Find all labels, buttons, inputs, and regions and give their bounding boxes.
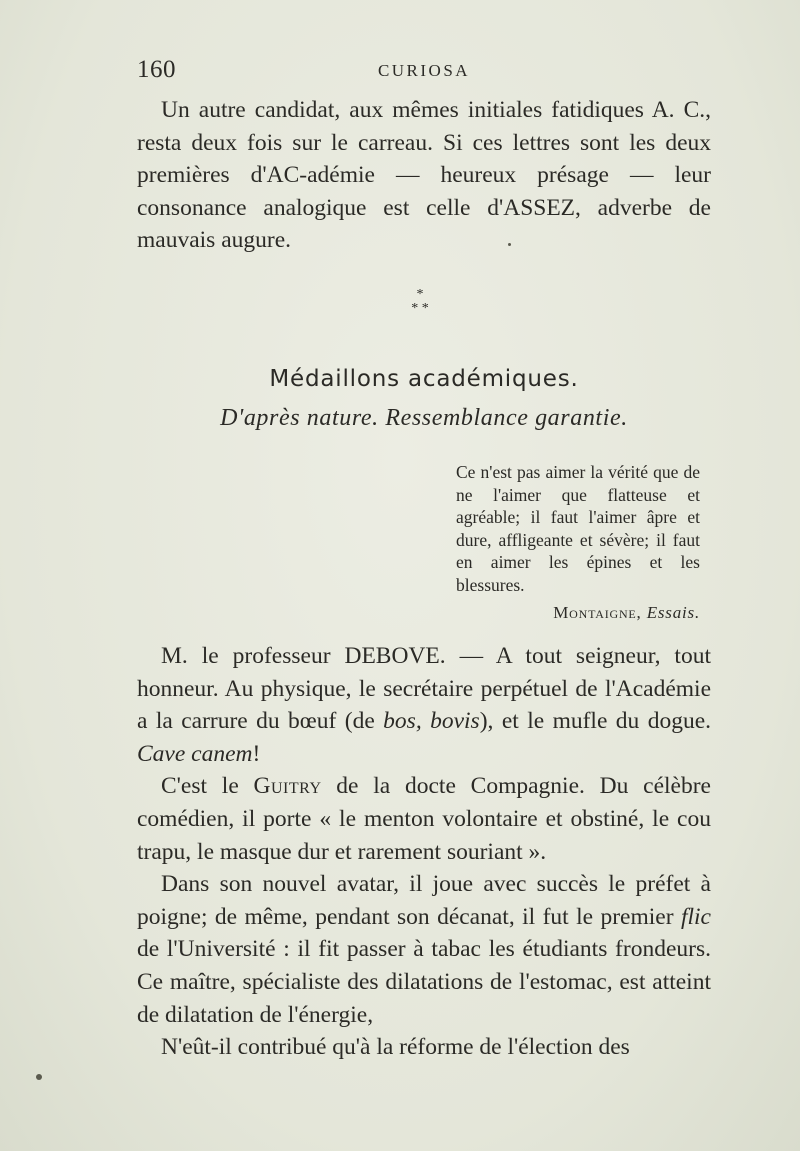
epigraph-author: Montaigne, (553, 603, 642, 622)
latin-cave-canem: Cave canem (137, 740, 253, 767)
paragraph-avatar-start: Dans son nouvel avatar, il joue avec succès le préfet à poigne; de même, pendant son décanat, il fut le premier (137, 871, 711, 930)
section-subtitle: D'après nature. Ressemblance garantie. (220, 405, 628, 431)
asterism (400, 288, 440, 316)
page-header (137, 56, 711, 90)
paragraph-reforme: N'eût-il contribué qu'à la réforme de l'élection des (161, 1034, 630, 1061)
paragraph-intro (137, 94, 711, 257)
paragraph-debove-a: M. le professeur DEBOVE. — A tout seigneur, tout honneur. Au physique, le secrétaire perpétuel de l'Académie a la carrure du bœuf (de (137, 643, 711, 735)
paragraph-guitry-start: C'est le (161, 773, 254, 800)
epigraph (456, 461, 700, 625)
word-flic: flic (680, 903, 711, 930)
paragraph-debove (137, 640, 711, 770)
name-guitry: Guitry (253, 773, 322, 800)
paragraph-intro-text: Un autre candidat, aux mêmes initiales fatidiques A. C., resta deux fois sur le carreau. Si ces lettres sont les deux premières d'AC-adémie — heureux présage — leur consonance analogique est celle d'ASSEZ, adverbe de mauvais augure. (137, 97, 711, 254)
epigraph-attribution (456, 602, 700, 625)
paragraph-avatar-rest: de l'Université : il fit passer à tabac les étudiants frondeurs. Ce maître, spécialiste des dilatations de l'estomac, est atteint de dilatation de l'énergie, (137, 936, 711, 1028)
page-number: 160 (137, 56, 176, 83)
asterism-top: * (416, 287, 424, 302)
main-text (137, 640, 711, 1064)
paragraph-debove-end: ! (252, 740, 261, 767)
asterism-bottom: * * (411, 301, 429, 316)
paper-speck (36, 1074, 42, 1080)
latin-bos-bovis: bos, bovis (383, 708, 480, 735)
paragraph-guitry (137, 770, 711, 868)
epigraph-text: Ce n'est pas aimer la vérité que de ne l'aimer que flatteuse et agréable; il faut l'aimer âpre et dure, affligeante et sévère; il faut en aimer les épines et les blessures. (456, 462, 700, 595)
paragraph-debove-b: ), et le mufle du dogue. (479, 708, 712, 735)
paragraph-avatar (137, 868, 711, 1031)
epigraph-work: Essais. (646, 603, 700, 622)
section-title: Médaillons académiques. (269, 366, 579, 392)
paper-speck-2 (508, 243, 511, 246)
paragraph-guitry-rest: de la docte Compagnie. Du célèbre comédien, il porte « le menton volontaire et obstiné, le cou trapu, le masque dur et rarement souriant ». (137, 773, 711, 865)
running-title: CURIOSA (377, 61, 471, 80)
